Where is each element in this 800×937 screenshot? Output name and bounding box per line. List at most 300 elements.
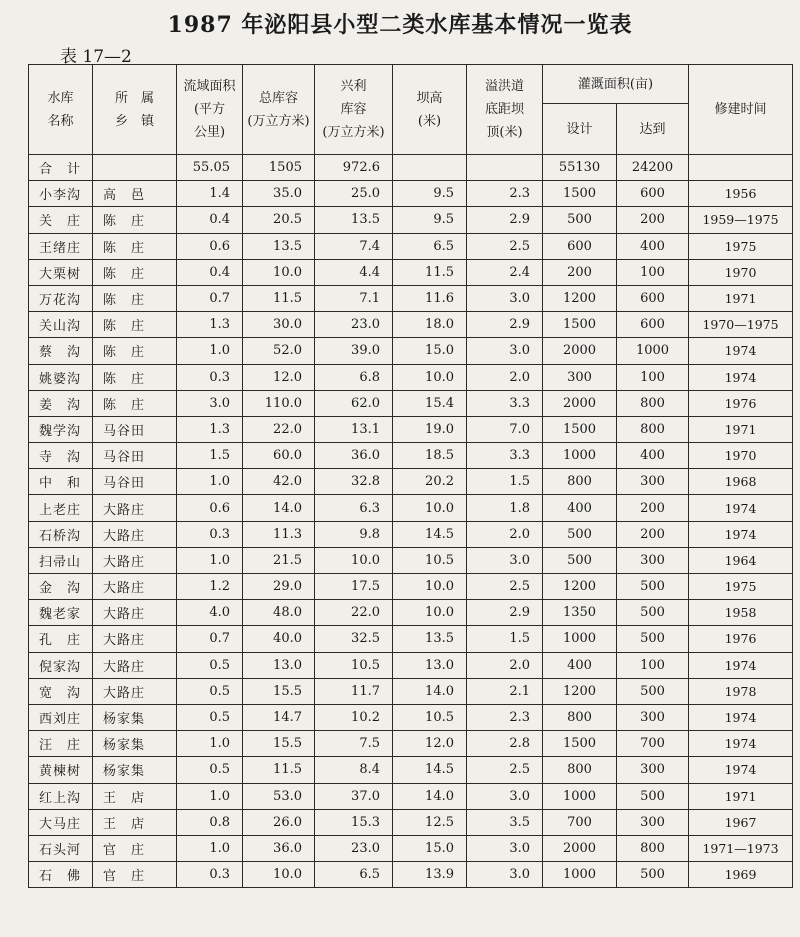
cell-design: 2000	[543, 390, 617, 416]
col-header-build-year: 修建时间	[689, 65, 793, 155]
cell-benefit: 15.3	[315, 809, 393, 835]
cell-dam: 11.6	[393, 285, 467, 311]
cell-design: 1500	[543, 181, 617, 207]
table-row	[29, 626, 793, 652]
cell-benefit: 6.3	[315, 495, 393, 521]
table-row	[29, 181, 793, 207]
cell-basin: 0.3	[177, 521, 243, 547]
cell-year: 1967	[689, 809, 793, 835]
table-row	[29, 469, 793, 495]
cell-basin: 1.2	[177, 574, 243, 600]
cell-dam: 13.9	[393, 862, 467, 888]
cell-total: 48.0	[243, 600, 315, 626]
cell-dam: 15.4	[393, 390, 467, 416]
cell-design: 1500	[543, 416, 617, 442]
cell-dam: 14.0	[393, 678, 467, 704]
cell-reach: 24200	[617, 155, 689, 181]
cell-basin: 1.3	[177, 416, 243, 442]
cell-year: 1976	[689, 390, 793, 416]
cell-basin: 1.5	[177, 443, 243, 469]
cell-town: 大路庄	[93, 600, 177, 626]
cell-benefit: 10.0	[315, 547, 393, 573]
cell-design: 500	[543, 521, 617, 547]
cell-total: 12.0	[243, 364, 315, 390]
cell-town: 大路庄	[93, 652, 177, 678]
cell-year: 1971—1973	[689, 835, 793, 861]
cell-spill: 3.0	[467, 285, 543, 311]
cell-spill: 2.9	[467, 600, 543, 626]
cell-name: 中 和	[29, 469, 93, 495]
cell-name: 上老庄	[29, 495, 93, 521]
col-header-reached: 达到	[617, 104, 689, 155]
cell-name: 石头河	[29, 835, 93, 861]
cell-year: 1964	[689, 547, 793, 573]
cell-reach: 200	[617, 521, 689, 547]
col-header-total-capacity: 总库容 (万立方米)	[243, 65, 315, 155]
cell-basin: 0.7	[177, 285, 243, 311]
col-header-benefit-capacity: 兴利 库容 (万立方米)	[315, 65, 393, 155]
cell-town: 陈 庄	[93, 338, 177, 364]
cell-reach: 600	[617, 181, 689, 207]
cell-total: 13.0	[243, 652, 315, 678]
table-row	[29, 547, 793, 573]
cell-total: 11.5	[243, 285, 315, 311]
cell-town: 陈 庄	[93, 233, 177, 259]
col-header-spillway: 溢洪道 底距坝 顶(米)	[467, 65, 543, 155]
cell-total: 29.0	[243, 574, 315, 600]
cell-reach: 500	[617, 783, 689, 809]
table-row	[29, 338, 793, 364]
cell-town: 官 庄	[93, 862, 177, 888]
cell-town: 陈 庄	[93, 364, 177, 390]
cell-reach: 400	[617, 443, 689, 469]
cell-spill: 2.9	[467, 312, 543, 338]
cell-town: 陈 庄	[93, 259, 177, 285]
table-row	[29, 390, 793, 416]
cell-dam: 9.5	[393, 207, 467, 233]
cell-benefit: 972.6	[315, 155, 393, 181]
cell-dam: 10.0	[393, 364, 467, 390]
cell-benefit: 23.0	[315, 835, 393, 861]
cell-design: 800	[543, 757, 617, 783]
cell-design: 1200	[543, 574, 617, 600]
cell-year: 1970—1975	[689, 312, 793, 338]
cell-dam: 10.0	[393, 495, 467, 521]
cell-basin: 1.3	[177, 312, 243, 338]
cell-town: 高 邑	[93, 181, 177, 207]
cell-total: 26.0	[243, 809, 315, 835]
table-row	[29, 495, 793, 521]
cell-name: 魏老家	[29, 600, 93, 626]
cell-spill: 7.0	[467, 416, 543, 442]
cell-spill: 3.0	[467, 547, 543, 573]
cell-basin: 1.0	[177, 731, 243, 757]
table-row	[29, 862, 793, 888]
table-number: 表 17—2	[60, 47, 132, 67]
cell-town: 大路庄	[93, 495, 177, 521]
cell-reach: 300	[617, 469, 689, 495]
cell-benefit: 9.8	[315, 521, 393, 547]
table-row	[29, 312, 793, 338]
cell-design: 55130	[543, 155, 617, 181]
cell-design: 1200	[543, 678, 617, 704]
cell-dam: 15.0	[393, 835, 467, 861]
cell-design: 700	[543, 809, 617, 835]
cell-spill	[467, 155, 543, 181]
cell-name: 合 计	[29, 155, 93, 181]
cell-benefit: 62.0	[315, 390, 393, 416]
cell-dam: 10.5	[393, 547, 467, 573]
cell-name: 姚婆沟	[29, 364, 93, 390]
cell-design: 200	[543, 259, 617, 285]
cell-year: 1971	[689, 783, 793, 809]
cell-spill: 2.3	[467, 704, 543, 730]
cell-spill: 2.9	[467, 207, 543, 233]
cell-design: 300	[543, 364, 617, 390]
cell-spill: 2.1	[467, 678, 543, 704]
col-header-town: 所 属 乡 镇	[93, 65, 177, 155]
cell-benefit: 17.5	[315, 574, 393, 600]
cell-year: 1974	[689, 338, 793, 364]
cell-name: 黄楝树	[29, 757, 93, 783]
cell-design: 500	[543, 207, 617, 233]
table-row	[29, 259, 793, 285]
table-row	[29, 521, 793, 547]
cell-year: 1956	[689, 181, 793, 207]
cell-name: 孔 庄	[29, 626, 93, 652]
cell-dam: 10.0	[393, 600, 467, 626]
cell-basin: 0.6	[177, 233, 243, 259]
table-row	[29, 600, 793, 626]
cell-basin: 3.0	[177, 390, 243, 416]
cell-benefit: 32.8	[315, 469, 393, 495]
cell-name: 小李沟	[29, 181, 93, 207]
cell-reach: 100	[617, 364, 689, 390]
cell-basin: 0.8	[177, 809, 243, 835]
cell-reach: 200	[617, 207, 689, 233]
cell-total: 42.0	[243, 469, 315, 495]
cell-spill: 1.8	[467, 495, 543, 521]
cell-dam: 13.5	[393, 626, 467, 652]
cell-name: 大栗树	[29, 259, 93, 285]
cell-year: 1978	[689, 678, 793, 704]
cell-total: 40.0	[243, 626, 315, 652]
cell-year: 1974	[689, 652, 793, 678]
cell-reach: 500	[617, 862, 689, 888]
table-row	[29, 678, 793, 704]
cell-year: 1974	[689, 704, 793, 730]
cell-year: 1970	[689, 443, 793, 469]
cell-reach: 300	[617, 757, 689, 783]
cell-town: 王 店	[93, 809, 177, 835]
cell-basin: 1.0	[177, 835, 243, 861]
cell-town: 陈 庄	[93, 285, 177, 311]
cell-basin: 0.7	[177, 626, 243, 652]
cell-basin: 1.0	[177, 469, 243, 495]
cell-dam: 18.5	[393, 443, 467, 469]
cell-spill: 3.0	[467, 862, 543, 888]
cell-spill: 2.0	[467, 364, 543, 390]
cell-town: 马谷田	[93, 469, 177, 495]
cell-dam: 11.5	[393, 259, 467, 285]
cell-reach: 300	[617, 547, 689, 573]
cell-benefit: 22.0	[315, 600, 393, 626]
cell-basin: 0.5	[177, 704, 243, 730]
cell-total: 22.0	[243, 416, 315, 442]
cell-year: 1968	[689, 469, 793, 495]
cell-total: 15.5	[243, 678, 315, 704]
cell-basin: 0.5	[177, 757, 243, 783]
cell-year: 1971	[689, 416, 793, 442]
cell-name: 金 沟	[29, 574, 93, 600]
cell-dam: 14.5	[393, 521, 467, 547]
cell-benefit: 36.0	[315, 443, 393, 469]
cell-basin: 0.5	[177, 652, 243, 678]
cell-spill: 1.5	[467, 469, 543, 495]
cell-dam: 12.5	[393, 809, 467, 835]
cell-reach: 200	[617, 495, 689, 521]
total-row	[29, 155, 793, 181]
cell-design: 1000	[543, 626, 617, 652]
cell-total: 11.3	[243, 521, 315, 547]
cell-town: 陈 庄	[93, 312, 177, 338]
cell-year	[689, 155, 793, 181]
cell-dam: 13.0	[393, 652, 467, 678]
cell-benefit: 7.5	[315, 731, 393, 757]
cell-benefit: 7.4	[315, 233, 393, 259]
col-header-name: 水库 名称	[29, 65, 93, 155]
cell-benefit: 13.1	[315, 416, 393, 442]
cell-spill: 2.0	[467, 521, 543, 547]
cell-dam: 15.0	[393, 338, 467, 364]
col-header-irrigation: 灌溉面积(亩)	[543, 65, 689, 104]
table-row	[29, 809, 793, 835]
cell-benefit: 37.0	[315, 783, 393, 809]
cell-total: 14.0	[243, 495, 315, 521]
cell-basin: 0.4	[177, 259, 243, 285]
cell-benefit: 39.0	[315, 338, 393, 364]
cell-reach: 400	[617, 233, 689, 259]
cell-total: 11.5	[243, 757, 315, 783]
cell-name: 石桥沟	[29, 521, 93, 547]
cell-reach: 500	[617, 678, 689, 704]
reservoir-table	[28, 64, 793, 888]
cell-name: 石 佛	[29, 862, 93, 888]
table-row	[29, 783, 793, 809]
cell-town: 王 店	[93, 783, 177, 809]
cell-reach: 100	[617, 652, 689, 678]
cell-town: 大路庄	[93, 521, 177, 547]
cell-name: 蔡 沟	[29, 338, 93, 364]
cell-name: 宽 沟	[29, 678, 93, 704]
cell-year: 1974	[689, 495, 793, 521]
cell-reach: 600	[617, 312, 689, 338]
cell-design: 400	[543, 495, 617, 521]
cell-total: 13.5	[243, 233, 315, 259]
cell-benefit: 32.5	[315, 626, 393, 652]
cell-design: 1000	[543, 862, 617, 888]
cell-design: 1350	[543, 600, 617, 626]
cell-reach: 300	[617, 704, 689, 730]
cell-year: 1975	[689, 574, 793, 600]
cell-dam: 14.5	[393, 757, 467, 783]
cell-name: 万花沟	[29, 285, 93, 311]
cell-year: 1974	[689, 757, 793, 783]
cell-design: 2000	[543, 835, 617, 861]
cell-town: 大路庄	[93, 547, 177, 573]
cell-town	[93, 155, 177, 181]
cell-basin: 55.05	[177, 155, 243, 181]
cell-benefit: 4.4	[315, 259, 393, 285]
page-title: 1987 年泌阳县小型二类水库基本情况一览表	[167, 12, 633, 38]
cell-name: 扫帚山	[29, 547, 93, 573]
cell-design: 1000	[543, 783, 617, 809]
col-header-design: 设计	[543, 104, 617, 155]
table-row	[29, 207, 793, 233]
cell-benefit: 7.1	[315, 285, 393, 311]
cell-basin: 1.4	[177, 181, 243, 207]
cell-spill: 3.0	[467, 835, 543, 861]
cell-dam: 6.5	[393, 233, 467, 259]
cell-design: 1000	[543, 443, 617, 469]
cell-name: 红上沟	[29, 783, 93, 809]
cell-year: 1975	[689, 233, 793, 259]
cell-town: 马谷田	[93, 443, 177, 469]
cell-name: 西刘庄	[29, 704, 93, 730]
cell-spill: 1.5	[467, 626, 543, 652]
cell-spill: 3.5	[467, 809, 543, 835]
table-row	[29, 285, 793, 311]
cell-name: 王绪庄	[29, 233, 93, 259]
cell-dam: 12.0	[393, 731, 467, 757]
cell-basin: 4.0	[177, 600, 243, 626]
cell-reach: 1000	[617, 338, 689, 364]
cell-spill: 3.3	[467, 443, 543, 469]
cell-town: 杨家集	[93, 757, 177, 783]
table-row	[29, 652, 793, 678]
cell-design: 600	[543, 233, 617, 259]
cell-spill: 2.4	[467, 259, 543, 285]
cell-reach: 800	[617, 390, 689, 416]
cell-benefit: 8.4	[315, 757, 393, 783]
cell-benefit: 13.5	[315, 207, 393, 233]
table-row	[29, 364, 793, 390]
cell-benefit: 6.5	[315, 862, 393, 888]
cell-design: 500	[543, 547, 617, 573]
cell-town: 杨家集	[93, 731, 177, 757]
cell-benefit: 23.0	[315, 312, 393, 338]
cell-town: 大路庄	[93, 626, 177, 652]
cell-dam: 14.0	[393, 783, 467, 809]
cell-basin: 1.0	[177, 338, 243, 364]
cell-town: 官 庄	[93, 835, 177, 861]
cell-year: 1976	[689, 626, 793, 652]
cell-design: 2000	[543, 338, 617, 364]
cell-design: 400	[543, 652, 617, 678]
cell-town: 大路庄	[93, 574, 177, 600]
table-row	[29, 443, 793, 469]
cell-dam: 10.5	[393, 704, 467, 730]
cell-benefit: 10.5	[315, 652, 393, 678]
cell-benefit: 6.8	[315, 364, 393, 390]
cell-dam: 9.5	[393, 181, 467, 207]
cell-name: 魏学沟	[29, 416, 93, 442]
cell-spill: 2.8	[467, 731, 543, 757]
cell-year: 1969	[689, 862, 793, 888]
cell-name: 关山沟	[29, 312, 93, 338]
table-row	[29, 731, 793, 757]
cell-reach: 500	[617, 574, 689, 600]
cell-benefit: 25.0	[315, 181, 393, 207]
cell-total: 1505	[243, 155, 315, 181]
cell-spill: 3.0	[467, 783, 543, 809]
cell-benefit: 11.7	[315, 678, 393, 704]
col-header-basin-area: 流域面积 (平方 公里)	[177, 65, 243, 155]
cell-dam: 20.2	[393, 469, 467, 495]
cell-reach: 600	[617, 285, 689, 311]
table-row	[29, 574, 793, 600]
cell-name: 寺 沟	[29, 443, 93, 469]
cell-year: 1974	[689, 364, 793, 390]
table-row	[29, 416, 793, 442]
cell-spill: 3.3	[467, 390, 543, 416]
cell-spill: 2.3	[467, 181, 543, 207]
cell-dam: 19.0	[393, 416, 467, 442]
col-header-dam-height: 坝高 (米)	[393, 65, 467, 155]
table-row	[29, 233, 793, 259]
cell-spill: 2.5	[467, 233, 543, 259]
cell-total: 53.0	[243, 783, 315, 809]
cell-reach: 500	[617, 626, 689, 652]
cell-basin: 1.0	[177, 547, 243, 573]
cell-town: 马谷田	[93, 416, 177, 442]
cell-name: 关 庄	[29, 207, 93, 233]
cell-reach: 500	[617, 600, 689, 626]
cell-design: 1500	[543, 731, 617, 757]
cell-total: 10.0	[243, 862, 315, 888]
cell-year: 1958	[689, 600, 793, 626]
cell-total: 35.0	[243, 181, 315, 207]
cell-name: 姜 沟	[29, 390, 93, 416]
cell-name: 大马庄	[29, 809, 93, 835]
cell-town: 杨家集	[93, 704, 177, 730]
cell-basin: 0.3	[177, 862, 243, 888]
cell-year: 1959—1975	[689, 207, 793, 233]
cell-reach: 700	[617, 731, 689, 757]
cell-town: 大路庄	[93, 678, 177, 704]
cell-total: 36.0	[243, 835, 315, 861]
cell-town: 陈 庄	[93, 390, 177, 416]
cell-reach: 800	[617, 835, 689, 861]
cell-basin: 0.5	[177, 678, 243, 704]
table-row	[29, 835, 793, 861]
cell-spill: 2.5	[467, 574, 543, 600]
cell-basin: 0.4	[177, 207, 243, 233]
cell-design: 800	[543, 469, 617, 495]
cell-total: 52.0	[243, 338, 315, 364]
cell-total: 10.0	[243, 259, 315, 285]
cell-basin: 0.3	[177, 364, 243, 390]
cell-total: 60.0	[243, 443, 315, 469]
cell-year: 1974	[689, 731, 793, 757]
table-row	[29, 757, 793, 783]
cell-total: 21.5	[243, 547, 315, 573]
cell-reach: 100	[617, 259, 689, 285]
cell-year: 1974	[689, 521, 793, 547]
cell-spill: 2.5	[467, 757, 543, 783]
table-row	[29, 704, 793, 730]
cell-spill: 2.0	[467, 652, 543, 678]
